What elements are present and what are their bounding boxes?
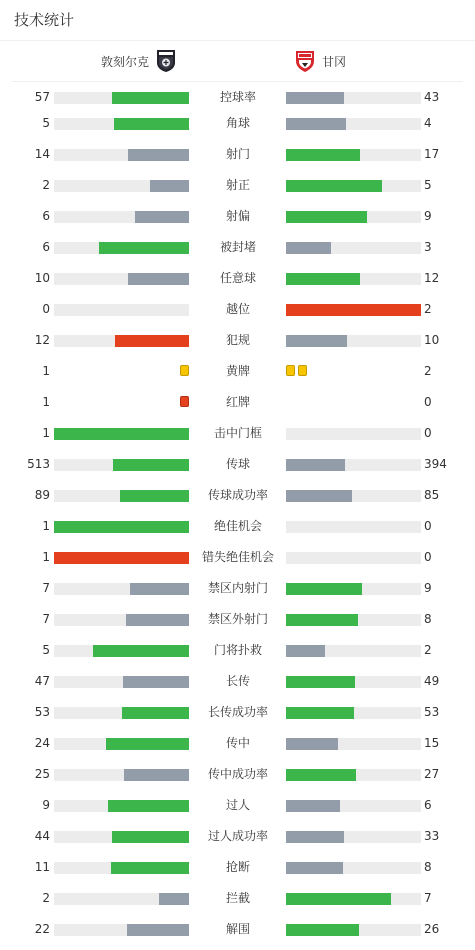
home-stat-value: 1 [42,519,50,533]
away-stat-bar [286,180,382,192]
away-stat-value: 6 [424,798,432,812]
away-stat-bar-track [286,893,421,905]
teams-header [12,41,463,82]
home-stat-value: 14 [34,147,50,161]
home-stat-bar-track [54,738,189,750]
away-stat-bar-track [286,738,421,750]
away-stat-bar-track [286,552,421,564]
home-stat-bar [54,552,189,564]
page-title: 技术统计 [0,0,475,41]
home-stat-bar [108,800,189,812]
home-stat-value: 53 [34,705,50,719]
stat-row [0,914,475,945]
home-stat-bar-track [54,924,189,936]
home-stat-bar-track [54,800,189,812]
stat-row [0,449,475,480]
away-team-logo-icon [294,49,316,73]
stat-row [0,759,475,790]
stat-row [0,356,475,387]
away-stat-bar [286,273,360,285]
away-stat-bar-track [286,118,421,130]
home-stat-bar [113,459,189,471]
away-stat-bar [286,118,346,130]
home-stat-bar [112,92,189,104]
home-team-logo-icon [155,49,177,73]
away-stat-value: 8 [424,612,432,626]
stat-row [0,232,475,263]
home-stat-bar-track [54,552,189,564]
home-stat-bar-track [54,862,189,874]
home-stat-bar [135,211,189,223]
stat-label: 犯规 [225,333,250,347]
stat-row [0,418,475,449]
away-stat-value: 26 [424,922,440,936]
away-stat-value: 17 [424,147,440,161]
away-stat-value: 85 [424,488,440,502]
away-stat-bar-track [286,924,421,936]
away-stat-bar [286,862,343,874]
home-stat-bar-track [54,92,189,104]
stat-row [0,325,475,356]
stat-label: 射正 [225,178,250,192]
stat-label: 错失绝佳机会 [201,550,274,564]
away-stat-value: 394 [424,457,447,471]
away-team[interactable] [294,41,346,81]
away-stat-bar-track [286,862,421,874]
home-stat-bar-track [54,211,189,223]
home-stat-bar-track [54,645,189,657]
stat-label: 过人 [225,798,250,812]
away-stat-value: 43 [424,90,440,104]
away-stat-value: 12 [424,271,440,285]
home-stat-bar-track [54,676,189,688]
red-card-icon [180,396,189,407]
home-stat-bar [115,335,189,347]
away-stat-value: 0 [424,550,432,564]
away-stat-value: 49 [424,674,440,688]
home-stat-value: 1 [42,426,50,440]
away-stat-bar [286,645,325,657]
home-stat-bar [123,676,189,688]
stat-label: 传中 [225,736,250,750]
home-stat-bar [124,769,189,781]
away-stat-value: 9 [424,209,432,223]
away-stat-value: 0 [424,426,432,440]
home-stat-bar-track [54,304,189,316]
stat-label: 红牌 [225,395,250,409]
home-stat-value: 5 [42,116,50,130]
stat-row [0,635,475,666]
home-stat-bar-track [54,707,189,719]
away-stat-bar [286,676,355,688]
away-cards [286,365,307,376]
away-stat-bar [286,893,391,905]
away-stat-bar-track [286,428,421,440]
stat-row [0,728,475,759]
stat-label: 任意球 [219,271,256,285]
away-stat-bar-track [286,676,421,688]
stat-row [0,387,475,418]
away-stat-bar-track [286,211,421,223]
home-stat-value: 2 [42,891,50,905]
away-stat-bar-track [286,273,421,285]
away-stat-bar-track [286,521,421,533]
home-stat-bar-track [54,118,189,130]
home-stat-bar [120,490,189,502]
stat-label: 长传 [225,674,250,688]
stat-row [0,201,475,232]
away-stat-bar [286,335,347,347]
away-stat-bar [286,242,331,254]
away-stat-bar-track [286,645,421,657]
home-stat-bar [99,242,189,254]
home-stat-value: 513 [27,457,50,471]
stat-label: 拦截 [225,891,250,905]
home-stat-bar [54,428,189,440]
home-stat-value: 57 [34,90,50,104]
away-stat-bar [286,924,359,936]
away-stat-value: 10 [424,333,440,347]
home-stat-bar-track [54,428,189,440]
stat-row [0,480,475,511]
away-stat-bar-track [286,800,421,812]
home-stat-value: 12 [34,333,50,347]
away-stat-bar [286,738,338,750]
home-stat-value: 9 [42,798,50,812]
home-stat-bar-track [54,614,189,626]
home-stat-bar [128,273,189,285]
away-stat-bar [286,800,340,812]
away-stat-bar-track [286,583,421,595]
away-stat-bar-track [286,831,421,843]
away-stat-value: 33 [424,829,440,843]
home-stat-value: 22 [34,922,50,936]
away-stat-bar [286,707,354,719]
away-stat-bar-track [286,459,421,471]
home-stat-bar-track [54,149,189,161]
away-stat-value: 9 [424,581,432,595]
home-stat-bar [54,521,189,533]
away-stat-bar [286,769,356,781]
stat-label: 禁区内射门 [207,581,268,595]
home-team[interactable] [101,41,177,81]
stat-row [0,108,475,139]
away-stat-value: 15 [424,736,440,750]
home-stat-bar-track [54,490,189,502]
stat-label: 射门 [225,147,250,161]
away-stat-bar-track [286,614,421,626]
away-stat-bar-track [286,242,421,254]
stat-label: 绝佳机会 [213,519,262,533]
home-stat-value: 5 [42,643,50,657]
stat-label: 角球 [225,116,250,130]
away-stat-value: 2 [424,302,432,316]
away-stat-bar [286,583,362,595]
away-stat-value: 2 [424,364,432,378]
home-stat-value: 47 [34,674,50,688]
stat-label: 抢断 [225,860,250,874]
home-stat-bar-track [54,893,189,905]
home-stat-bar [128,149,189,161]
stat-label: 击中门框 [213,426,262,440]
away-stat-bar [286,831,344,843]
away-stat-value: 7 [424,891,432,905]
home-stat-bar [122,707,190,719]
yellow-card-icon [180,365,189,376]
home-stat-value: 44 [34,829,50,843]
stat-row [0,697,475,728]
away-stat-value: 0 [424,519,432,533]
home-stat-bar [106,738,189,750]
stat-label: 传球成功率 [207,488,268,502]
home-stat-bar-track [54,769,189,781]
stat-label: 解围 [225,922,250,936]
home-stat-bar-track [54,273,189,285]
home-stat-value: 0 [42,302,50,316]
yellow-card-icon [286,365,295,376]
away-stat-value: 4 [424,116,432,130]
stat-row [0,82,475,108]
away-stat-bar [286,459,345,471]
away-stat-value: 5 [424,178,432,192]
stat-row [0,790,475,821]
home-stat-bar [112,831,189,843]
home-stat-value: 6 [42,209,50,223]
stat-label: 被封堵 [219,240,256,254]
stat-label: 控球率 [219,90,256,104]
stat-row [0,573,475,604]
away-team-name: 甘冈 [322,54,347,69]
stat-label: 射偏 [225,209,250,223]
stat-row [0,294,475,325]
stat-row [0,852,475,883]
home-stat-bar [127,924,189,936]
away-stat-bar-track [286,92,421,104]
home-stat-value: 6 [42,240,50,254]
stat-label: 禁区外射门 [207,612,268,626]
stat-row [0,542,475,573]
home-stat-bar-track [54,335,189,347]
stat-label: 越位 [225,302,250,316]
home-stat-value: 2 [42,178,50,192]
home-stat-bar [114,118,189,130]
stat-label: 传中成功率 [207,767,268,781]
home-stat-value: 1 [42,395,50,409]
home-stat-bar [126,614,189,626]
home-stat-bar-track [54,521,189,533]
home-stat-bar [111,862,189,874]
stat-label: 长传成功率 [207,705,268,719]
away-stat-bar-track [286,490,421,502]
home-stat-value: 24 [34,736,50,750]
away-stat-value: 0 [424,395,432,409]
away-stat-bar [286,149,360,161]
away-stat-bar [286,92,344,104]
home-stat-value: 25 [34,767,50,781]
away-stat-value: 2 [424,643,432,657]
away-stat-value: 27 [424,767,440,781]
home-stat-bar [130,583,189,595]
stat-label: 过人成功率 [207,829,268,843]
stat-row [0,604,475,635]
home-stat-value: 1 [42,364,50,378]
stat-row [0,821,475,852]
away-stat-bar-track [286,180,421,192]
away-stat-bar-track [286,304,421,316]
stats-list [0,82,475,945]
away-stat-bar-track [286,335,421,347]
stat-row [0,666,475,697]
away-stat-value: 8 [424,860,432,874]
stat-label: 黄牌 [225,364,250,378]
away-stat-bar [286,211,367,223]
home-stat-value: 7 [42,612,50,626]
home-stat-bar-track [54,459,189,471]
away-stat-bar-track [286,769,421,781]
stat-row [0,511,475,542]
home-stat-value: 7 [42,581,50,595]
home-cards [180,396,189,407]
home-stat-bar [150,180,189,192]
stat-label: 传球 [225,457,250,471]
stat-row [0,263,475,294]
home-stat-bar-track [54,831,189,843]
yellow-card-icon [298,365,307,376]
home-stat-bar-track [54,180,189,192]
home-team-name: 敦刻尔克 [100,54,149,69]
away-stat-bar [286,490,352,502]
home-stat-bar [159,893,189,905]
stat-row [0,139,475,170]
away-stat-bar [286,304,421,316]
stat-row [0,883,475,914]
away-stat-bar [286,614,358,626]
home-stat-value: 89 [34,488,50,502]
away-stat-bar-track [286,149,421,161]
home-stat-bar-track [54,242,189,254]
stat-row [0,170,475,201]
home-stat-bar-track [54,583,189,595]
home-stat-value: 11 [34,860,50,874]
away-stat-bar-track [286,707,421,719]
home-cards [180,365,189,376]
home-stat-value: 10 [34,271,50,285]
home-stat-value: 1 [42,550,50,564]
home-stat-bar [93,645,189,657]
away-stat-value: 3 [424,240,432,254]
away-stat-value: 53 [424,705,440,719]
stat-label: 门将扑救 [213,643,262,657]
